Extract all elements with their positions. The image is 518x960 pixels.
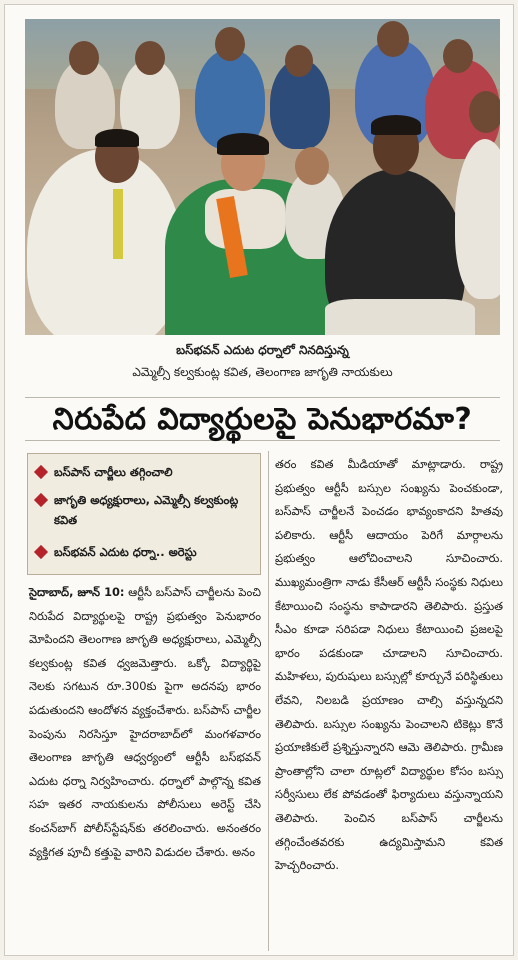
diamond-bullet-icon	[34, 545, 48, 559]
crowd-head	[443, 39, 473, 73]
crowd-head	[469, 91, 500, 133]
highlight-text: బస్‌పాస్‌ చార్జీలు తగ్గించాలి	[54, 465, 173, 479]
highlight-item	[36, 490, 256, 530]
article-text: తరం కవిత మీడియాతో మాట్లాడారు. రాష్ట్ర ప్రభుత్వం ఆర్టీసీ బస్సుల సంఖ్యను పెంచకుండా, బస్‌పాస్‌ చార్జీలనే పెంచడం భావ్యంకాదని హితవు పలికారు. ఆర్టీసీ ఆదాయం పెరిగే మార్గాలను ప్రభుత్వం ఆలోచించాలని సూచించారు. ముఖ్యమంత్రిగా నాడు కేసీఆర్‌ ఆర్టీసీ సంస్థకు నిధులు కేటాయించి సంస్థను కాపాడారని తెలిపారు. ప్రస్తుత సీఎం కూడా సరిపడా నిధులు కేటాయించి ప్రజలపై భారం పడకుండా చూడాలని సూచించారు. మహిళలు, పురుషులు బస్సుల్లో కూర్చునే పరిస్థితులు లేవని, నిలబడి ప్రయాణం చాల్సి వస్తున్నదని తెలిపారు. బస్సుల సంఖ్యను పెంచాలని టికెట్లు కొనే ప్రయాణికులే ప్రశ్నిస్తున్నారని ఆమె తెలిపారు. గ్రామీణ ప్రాంతాల్లోని చాలా రూట్లలో విద్యార్థుల కోసం బస్సు సర్వీసులు లేక పోవడంతో ఫిర్యాదులు వస్తున్నాయని తెలిపారు. పెంచిన బస్‌పాస్‌ చార్జీలను తగ్గించేంతవరకు ఉద్యమిస్తామని కవిత హెచ్చరించారు.	[275, 457, 503, 873]
article-text: ఆర్టీసీ బస్‌పాస్‌ చార్జీలను పెంచి నిరుపేద విద్యార్థులపై రాష్ట్ర ప్రభుత్వం పెనుభారం మోపిందని తెలంగాణ జాగృతి అధ్యక్షురాలు, ఎమ్మెల్సీ కల్వకుంట్ల కవిత ధ్వజమెత్తారు. ఒక్కో విద్యార్థిపై నెలకు సగటున రూ.300కు పైగా అదనపు భారం పడుతుందని ఆందోళన వ్యక్తంచేశారు. బస్‌పాస్‌ చార్జీల పెంపును నిరసిస్తూ హైదరాబాద్‌లో మంగళవారం తెలంగాణ జాగృతి ఆధ్వర్యంలో ఆర్టీసీ బస్‌భవన్‌ ఎదుట ధర్నా నిర్వహించారు. ధర్నాలో పాల్గొన్న కవిత సహ ఇతర నాయకులను పోలీసులు అరెస్ట్‌ చేసి కంచన్‌బాగ్‌ పోలీస్‌స్టేషన్‌కు తరలించారు. అనంతరం వ్యక్తిగత పూచీ కత్తుపై వారిని విడుదల చేశారు. అనం	[29, 585, 261, 859]
caption-line-2: ఎమ్మెల్సీ కల్వకుంట్ల కవిత, తెలంగాణ జాగృతి నాయకులు	[132, 365, 393, 379]
diamond-bullet-icon	[34, 465, 48, 479]
caption-line-1: బస్‌భవన్‌ ఎదుట ధర్నాలో నినదిస్తున్న	[176, 343, 349, 357]
newspaper-clipping	[4, 4, 514, 956]
protester-hair	[217, 133, 269, 155]
crowd-head	[295, 147, 329, 185]
scarf	[113, 189, 123, 259]
article-headline: నిరుపేద విద్యార్థులపై పెనుభారమా?	[25, 397, 500, 441]
protester-hair	[95, 129, 139, 147]
protest-photo	[25, 19, 500, 335]
protester-hair	[371, 115, 421, 135]
highlight-text: జాగృతి అధ్యక్షురాలు, ఎమ్మెల్సీ కల్వకుంట్ల కవిత	[54, 493, 239, 527]
article-body-right	[275, 453, 503, 951]
crowd-person	[455, 139, 500, 299]
photo-caption	[25, 339, 500, 391]
crowd-head	[69, 41, 99, 75]
crowd-head	[377, 21, 409, 57]
article-body-left	[29, 581, 261, 951]
diamond-bullet-icon	[34, 493, 48, 507]
highlight-item	[36, 542, 256, 562]
column-divider	[268, 451, 269, 951]
crowd-head	[285, 45, 313, 77]
protester-dhoti	[325, 299, 475, 335]
crowd-head	[215, 27, 245, 61]
highlight-text: బస్‌భవన్‌ ఎదుట ధర్నా.. అరెస్టు	[54, 545, 197, 559]
highlights-box	[27, 453, 261, 575]
highlight-item	[36, 462, 256, 482]
dateline: సైదాబాద్‌, జూన్‌ 10:	[29, 585, 125, 599]
crowd-head	[135, 41, 165, 75]
